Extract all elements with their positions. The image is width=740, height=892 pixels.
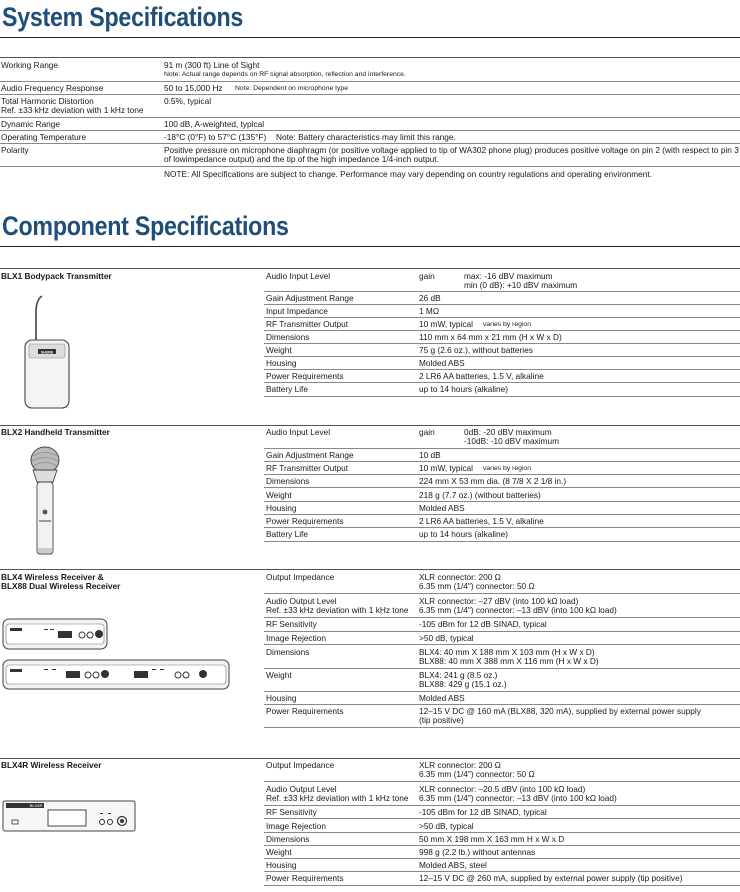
spec-value: -105 dBm for 12 dB SINAD, typical	[419, 619, 547, 629]
row-divider	[264, 382, 740, 383]
product-name: BLX1 Bodypack Transmitter	[1, 271, 112, 281]
row-divider	[0, 166, 740, 167]
row-divider	[264, 631, 740, 632]
spec-value: XLR connector: 200 Ω	[419, 572, 501, 582]
row-divider	[264, 369, 740, 370]
section-rule	[0, 268, 740, 269]
spec-label: RF Transmitter Output	[266, 319, 349, 329]
spec-label: Output Impedance	[266, 572, 335, 582]
spec-label: Image Rejection	[266, 821, 326, 831]
spec-label-sub: Ref. ±33 kHz deviation with 1 kHz tone	[266, 793, 409, 803]
spec-label: Audio Output Level	[266, 596, 337, 606]
bodypack-transmitter-image	[18, 292, 74, 412]
row-divider	[264, 593, 740, 594]
row-divider	[264, 805, 740, 806]
spec-value: 75 g (2.6 oz.), without batteries	[419, 345, 533, 355]
spec-value: 1 MΩ	[419, 306, 440, 316]
row-divider	[264, 461, 740, 462]
heading-rule	[0, 37, 740, 38]
spec-note: Note: Actual range depends on RF signal absorption, reflection and interference.	[164, 71, 406, 78]
blx4-receiver-image	[2, 618, 108, 652]
system-specifications-heading: System Specifications	[2, 2, 244, 32]
spec-label: Polarity	[1, 145, 29, 155]
spec-label: Dimensions	[266, 647, 310, 657]
spec-label: Housing	[266, 860, 297, 870]
row-divider	[264, 343, 740, 344]
row-divider	[264, 781, 740, 782]
spec-value: 10 mW, typical	[419, 319, 473, 329]
row-divider	[264, 832, 740, 833]
spec-label: Housing	[266, 358, 297, 368]
spec-label: Gain Adjustment Range	[266, 450, 354, 460]
spec-value: 10 mW, typical	[419, 463, 473, 473]
spec-value: Molded ABS	[419, 358, 465, 368]
row-divider	[264, 317, 740, 318]
row-divider	[264, 396, 740, 397]
spec-value: 2 LR6 AA batteries, 1.5 V, alkaline	[419, 371, 544, 381]
row-divider	[264, 871, 740, 872]
spec-value: -10dB: -10 dBV maximum	[464, 436, 559, 446]
row-divider	[264, 356, 740, 357]
product-name: BLX2 Handheld Transmitter	[1, 427, 110, 437]
section-rule	[0, 758, 740, 759]
spec-label: Gain Adjustment Range	[266, 293, 354, 303]
spec-value: >50 dB, typical	[419, 821, 474, 831]
spec-label: Operating Temperature	[1, 132, 87, 142]
spec-label: Dimensions	[266, 834, 310, 844]
row-divider	[264, 885, 740, 886]
section-rule	[0, 425, 740, 426]
spec-label-sub: Ref. ±33 kHz deviation with 1 kHz tone	[1, 105, 144, 115]
row-divider	[264, 617, 740, 618]
blx4r-rack-receiver-image	[2, 800, 136, 832]
row-divider	[264, 474, 740, 475]
spec-value: XLR connector: –27 dBV (into 100 kΩ load)	[419, 596, 579, 606]
spec-label: Weight	[266, 847, 292, 857]
section-rule	[0, 569, 740, 570]
spec-label: RF Sensitivity	[266, 807, 317, 817]
spec-value: max: -16 dBV maximum	[464, 271, 553, 281]
row-divider	[264, 858, 740, 859]
spec-value: 10 dB	[419, 450, 441, 460]
spec-value: Molded ABS, steel	[419, 860, 487, 870]
spec-value: 2 LR6 AA batteries, 1.5 V, alkaline	[419, 516, 544, 526]
spec-note: varies by region	[483, 465, 531, 472]
spec-value: >50 dB, typical	[419, 633, 474, 643]
spec-value: 6.35 mm (1/4") connector: –13 dBV (into 100 kΩ load)	[419, 605, 617, 615]
spec-value: up to 14 hours (alkaline)	[419, 384, 509, 394]
row-divider	[264, 448, 740, 449]
spec-value: 50 to 15,000 Hz	[164, 83, 223, 93]
row-divider	[0, 81, 740, 82]
spec-value: BLX4: 241 g (8.5 oz.)	[419, 670, 498, 680]
spec-value: -105 dBm for 12 dB SINAD, typical	[419, 807, 547, 817]
row-divider	[264, 541, 740, 542]
row-divider	[264, 668, 740, 669]
product-name: BLX4 Wireless Receiver &	[1, 572, 104, 582]
spec-label: Battery Life	[266, 384, 308, 394]
spec-value: 12–15 V DC @ 160 mA (BLX88, 320 mA), supplied by external power supply	[419, 706, 701, 716]
spec-label: Weight	[266, 345, 292, 355]
system-footnote: NOTE: All Specifications are subject to change. Performance may vary depending on country regulations and operating environment.	[164, 169, 652, 179]
spec-value: 998 g (2.2 lb.) without antennas	[419, 847, 536, 857]
spec-value: 6.35 mm (1/4") connector: 50 Ω	[419, 769, 535, 779]
spec-label: Power Requirements	[266, 371, 344, 381]
row-divider	[264, 704, 740, 705]
spec-note: Note: Dependent on microphone type	[235, 85, 348, 92]
spec-label: Working Range	[1, 60, 59, 70]
spec-label: Weight	[266, 670, 292, 680]
spec-value: 0.5%, typical	[164, 96, 212, 106]
spec-value: 12–15 V DC @ 260 mA, supplied by external power supply (tip positive)	[419, 873, 683, 883]
spec-value: BLX4: 40 mm X 188 mm X 103 mm (H x W x D)	[419, 647, 595, 657]
spec-value: 218 g (7.7 oz.) (without batteries)	[419, 490, 541, 500]
row-divider	[0, 143, 740, 144]
spec-value: 6.35 mm (1/4") connector: 50 Ω	[419, 581, 535, 591]
row-divider	[264, 727, 740, 728]
spec-value: min (0 dB): +10 dBV maximum	[464, 280, 578, 290]
spec-label: Power Requirements	[266, 706, 344, 716]
row-divider	[264, 527, 740, 528]
spec-label: Audio Input Level	[266, 271, 331, 281]
spec-label: Total Harmonic Distortion	[1, 96, 94, 106]
row-divider	[264, 644, 740, 645]
spec-value: Molded ABS	[419, 693, 465, 703]
spec-label: Audio Input Level	[266, 427, 331, 437]
row-divider	[264, 501, 740, 502]
spec-note: Note: Battery characteristics may limit this range.	[276, 132, 456, 142]
component-specifications-heading: Component Specifications	[2, 211, 289, 241]
spec-value: (tip positive)	[419, 715, 464, 725]
spec-label: Power Requirements	[266, 873, 344, 883]
blx88-dual-receiver-image	[2, 659, 230, 691]
row-divider	[264, 487, 740, 488]
spec-label: Housing	[266, 693, 297, 703]
heading-rule	[0, 246, 740, 247]
brand-logo: SHURE	[40, 350, 54, 355]
spec-label-sub: Ref. ±33 kHz deviation with 1 kHz tone	[266, 605, 409, 615]
row-divider	[264, 291, 740, 292]
row-divider	[264, 845, 740, 846]
row-divider	[264, 304, 740, 305]
spec-value: BLX88: 429 g (15.1 oz.)	[419, 679, 507, 689]
row-divider	[264, 691, 740, 692]
spec-value: 100 dB, A-weighted, typical	[164, 119, 265, 129]
row-divider	[264, 818, 740, 819]
spec-value: 6.35 mm (1/4") connector: –13 dBV (into 100 kΩ load)	[419, 793, 617, 803]
spec-value: Molded ABS	[419, 503, 465, 513]
spec-label: Dimensions	[266, 476, 310, 486]
spec-label: Housing	[266, 503, 297, 513]
row-divider	[0, 94, 740, 95]
spec-value: 50 mm X 198 mm X 163 mm H x W x D	[419, 834, 565, 844]
spec-value: up to 14 hours (alkaline)	[419, 529, 509, 539]
spec-value: gain	[419, 427, 435, 437]
spec-value: Positive pressure on microphone diaphragm (or positive voltage applied to tip of WA302 phone plug) produces positive voltage on pin 2 (with respect to pin 3 of lowimpedance output) and the tip of the high impedance 1/4-inch output.	[164, 145, 739, 165]
product-name-line2: BLX88 Dual Wireless Receiver	[1, 581, 121, 591]
spec-label: Image Rejection	[266, 633, 326, 643]
spec-label: Audio Frequency Response	[1, 83, 104, 93]
row-divider	[0, 117, 740, 118]
spec-label: Dynamic Range	[1, 119, 61, 129]
spec-label: RF Sensitivity	[266, 619, 317, 629]
spec-value: XLR connector: 200 Ω	[419, 760, 501, 770]
product-name: BLX4R Wireless Receiver	[1, 760, 102, 770]
model-label: BLX4R	[29, 803, 43, 808]
spec-label: Output Impedance	[266, 760, 335, 770]
spec-value: 0dB: -20 dBV maximum	[464, 427, 552, 437]
row-divider	[0, 130, 740, 131]
spec-label: Weight	[266, 490, 292, 500]
row-divider	[264, 330, 740, 331]
spec-value: XLR connector: –20.5 dBV (into 100 kΩ load)	[419, 784, 586, 794]
spec-label: Battery Life	[266, 529, 308, 539]
spec-label: RF Transmitter Output	[266, 463, 349, 473]
row-divider	[264, 514, 740, 515]
spec-value: 110 mm x 64 mm x 21 mm (H x W x D)	[419, 332, 562, 342]
spec-value: -18°C (0°F) to 57°C (135°F)	[164, 132, 267, 142]
spec-label: Input Impedance	[266, 306, 328, 316]
spec-value: 224 mm X 53 mm dia. (8 7/8 X 2 1/8 in.)	[419, 476, 567, 486]
spec-value: 91 m (300 ft) Line of Sight	[164, 60, 260, 70]
spec-label: Dimensions	[266, 332, 310, 342]
spec-label: Power Requirements	[266, 516, 344, 526]
table-top-rule	[0, 57, 740, 58]
spec-value: gain	[419, 271, 435, 281]
spec-note: varies by region	[483, 321, 531, 328]
handheld-microphone-image	[28, 446, 62, 558]
spec-label: Audio Output Level	[266, 784, 337, 794]
spec-value: 26 dB	[419, 293, 441, 303]
spec-value: BLX88: 40 mm X 388 mm X 116 mm (H x W x D)	[419, 656, 599, 666]
